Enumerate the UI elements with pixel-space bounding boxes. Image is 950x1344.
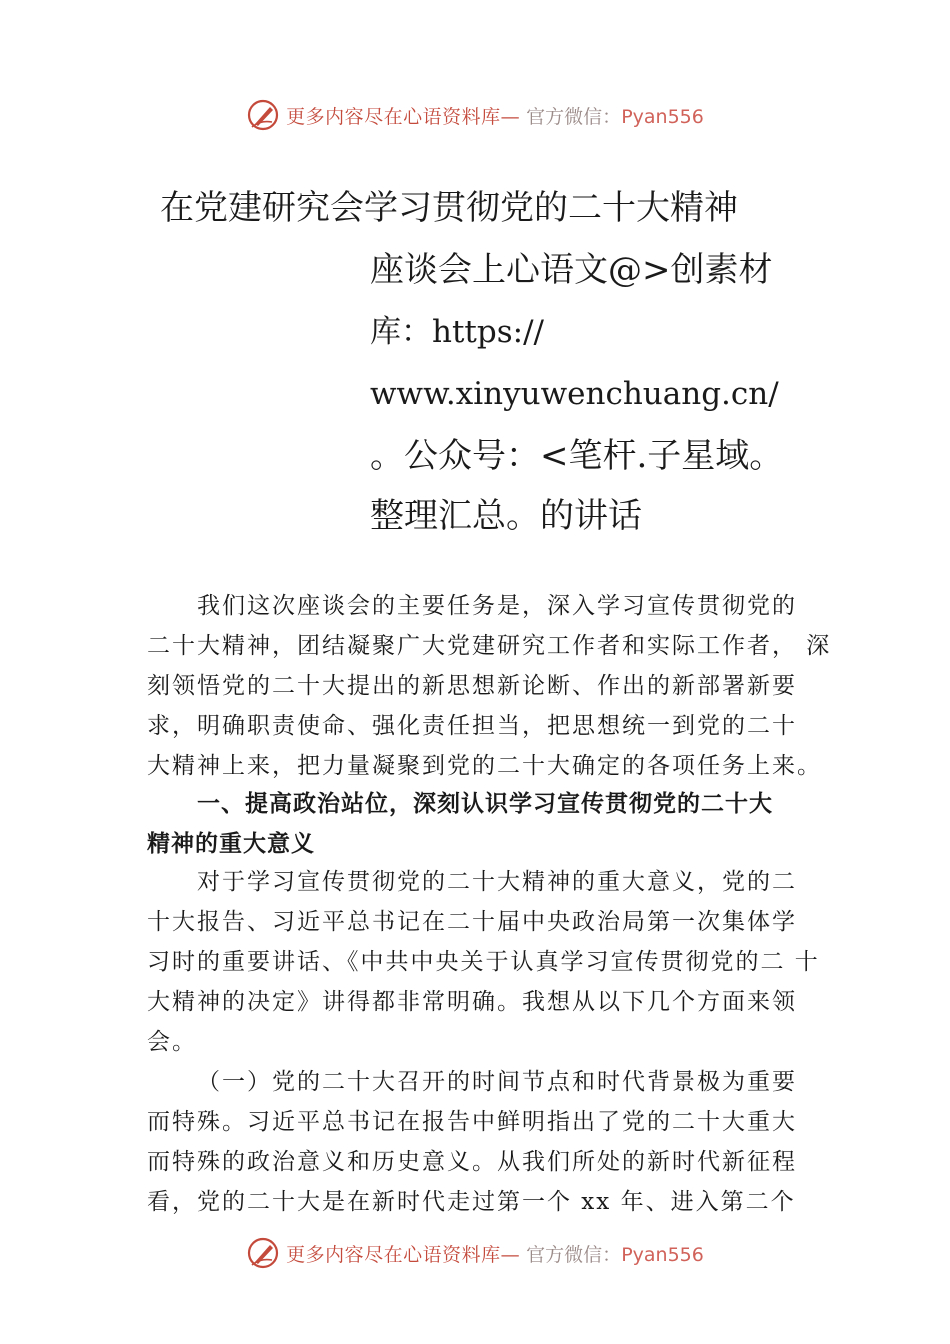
section-heading-1 bbox=[147, 784, 812, 864]
heading-line: 一、提高政治站位，深刻认识学习宣传贯彻党的二十大 bbox=[197, 791, 773, 817]
paragraph-line: 对于学习宣传贯彻党的二十大精神的重大意义，党的二 bbox=[197, 869, 797, 895]
paragraph-line: 会。 bbox=[147, 1029, 197, 1055]
heading-line: 精神的重大意义 bbox=[147, 831, 315, 857]
paragraph-line: 大精神的决定》讲得都非常明确。我想从以下几个方面来领 bbox=[147, 989, 797, 1015]
document-title-line-6: 整理汇总。的讲话 bbox=[370, 496, 642, 536]
footer-banner bbox=[0, 1233, 950, 1273]
header-banner bbox=[0, 95, 950, 135]
banner-wechat bbox=[526, 1240, 704, 1267]
intro-line: 求，明确职责使命、强化责任担当，把思想统一到党的二十 bbox=[147, 713, 797, 739]
intro-line: 刻领悟党的二十大提出的新思想新论断、作出的新部署新要 bbox=[147, 673, 797, 699]
paragraph-line: 习时的重要讲话、《中共中央关于认真学习宣传贯彻党的二 十 bbox=[147, 949, 820, 975]
document-title-line-4: www.xinyuwenchuang.cn/ bbox=[370, 376, 779, 412]
intro-line: 大精神上来，把力量凝聚到党的二十大确定的各项任务上来。 bbox=[147, 753, 822, 779]
paragraph-line: 而特殊。习近平总书记在报告中鲜明指出了党的二十大重大 bbox=[147, 1109, 797, 1135]
wechat-label: 官方微信： bbox=[526, 105, 622, 128]
paragraph-2 bbox=[147, 862, 820, 1062]
document-title-line-3: 库：https:// bbox=[370, 314, 544, 350]
paragraph-line: （一）党的二十大召开的时间节点和时代背景极为重要 bbox=[197, 1069, 797, 1095]
banner-text: 更多内容尽在心语资料库— bbox=[286, 105, 521, 128]
wechat-label: 官方微信： bbox=[526, 1243, 622, 1266]
wechat-id: Pyan556 bbox=[621, 105, 704, 128]
intro-line: 我们这次座谈会的主要任务是，深入学习宣传贯彻党的 bbox=[197, 593, 797, 619]
pen-logo-icon bbox=[246, 98, 280, 132]
pen-logo-icon bbox=[246, 1236, 280, 1270]
banner-wechat bbox=[526, 102, 704, 129]
document-title-line-5: 。公众号：<笔杆.子星域。 bbox=[370, 436, 784, 476]
paragraph-line: 十大报告、习近平总书记在二十届中央政治局第一次集体学 bbox=[147, 909, 797, 935]
paragraph-line: 而特殊的政治意义和历史意义。从我们所处的新时代新征程 bbox=[147, 1149, 797, 1175]
document-title-line-1: 在党建研究会学习贯彻党的二十大精神 bbox=[160, 188, 738, 228]
document-title-line-2: 座谈会上心语文@>创素材 bbox=[370, 250, 773, 290]
intro-paragraph bbox=[147, 586, 832, 786]
banner-text: 更多内容尽在心语资料库— bbox=[286, 1243, 521, 1266]
paragraph-line: 看，党的二十大是在新时代走过第一个 xx 年、进入第二个 bbox=[147, 1189, 796, 1215]
intro-line: 二十大精神，团结凝聚广大党建研究工作者和实际工作者， 深 bbox=[147, 633, 832, 659]
wechat-id: Pyan556 bbox=[621, 1243, 704, 1266]
paragraph-3 bbox=[147, 1062, 812, 1222]
